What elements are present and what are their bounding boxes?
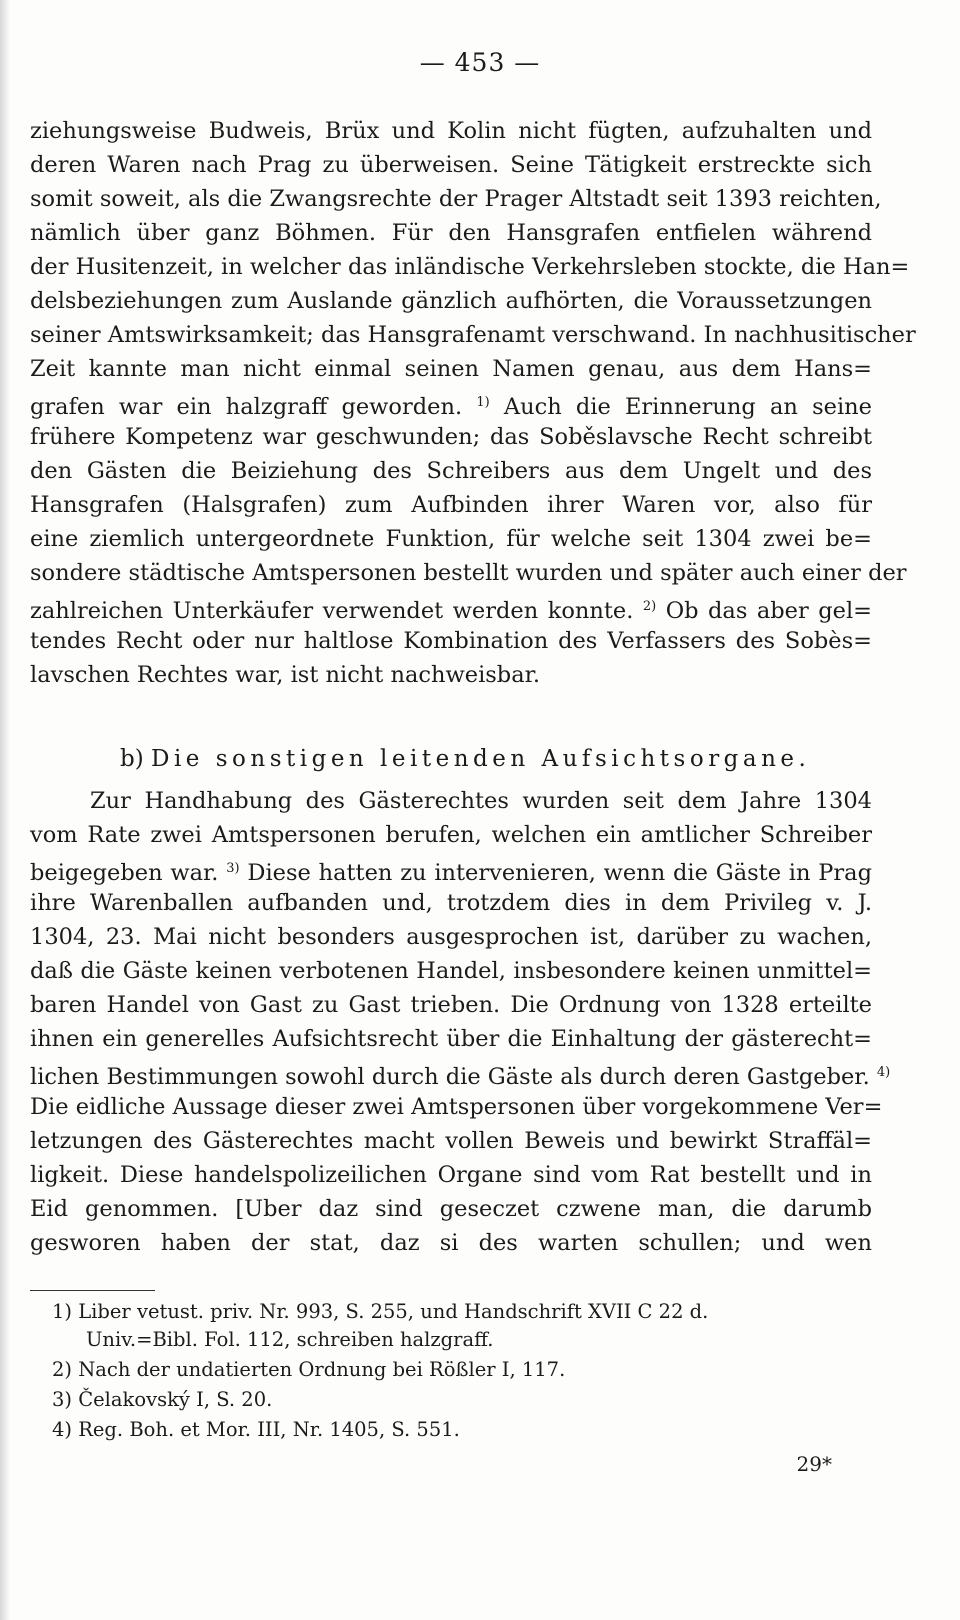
section-heading [120,742,810,776]
body-line [30,590,872,628]
page-edge-shadow [0,0,10,1620]
body-line: seiner Amtswirksamkeit; das Hansgrafenamt verschwand. In nachhusitischer [30,322,916,348]
footnote: 4) Reg. Boh. et Mor. III, Nr. 1405, S. 551. [52,1418,460,1441]
body-text: Ob das aber gel= [665,598,872,624]
body-line: somit soweit, als die Zwangsrechte der Prager Altstadt seit 1393 reichten, [30,186,882,212]
section-label: b) [120,746,144,772]
footnote-reference: 1) [476,395,490,410]
section-line: letzungen des Gästerechtes macht vollen Beweis und bewirkt Straffäl= [30,1128,872,1154]
section-line: baren Handel von Gast zu Gast trieben. Die Ordnung von 1328 erteilte [30,992,872,1018]
body-line: frühere Kompetenz war geschwunden; das Soběslavsche Recht schreibt [30,424,872,450]
body-line: nämlich über ganz Böhmen. Für den Hansgrafen entfielen während [30,220,872,246]
section-line: ihnen ein generelles Aufsichtsrecht über die Einhaltung der gästerecht= [30,1026,872,1052]
footnote: 3) Čelakovský I, S. 20. [52,1388,273,1411]
body-text: lichen Bestimmungen sowohl durch die Gäste als durch deren Gastgeber. [30,1064,870,1090]
section-line: ligkeit. Diese handelspolizeilichen Organe sind vom Rat bestellt und in [30,1162,872,1188]
footnote-reference: 4) [876,1065,891,1080]
body-text: beigegeben war. [30,860,219,886]
body-line: Zeit kannte man nicht einmal seinen Namen genau, aus dem Hans= [30,356,872,382]
section-line [30,1056,891,1094]
page-number: — 453 — [419,48,541,77]
section-line: ihre Warenballen aufbanden und, trotzdem dies in dem Privileg v. J. [30,890,872,916]
body-line [30,386,872,424]
footnote-continuation: Univ.=Bibl. Fol. 112, schreiben halzgraff. [86,1328,494,1351]
section-line: gesworen haben der stat, daz si des warten schullen; und wen [30,1230,872,1256]
section-line: vom Rate zwei Amtspersonen berufen, welchen ein amtlicher Schreiber [30,822,872,848]
body-line: Hansgrafen (Halsgrafen) zum Aufbinden ihrer Waren vor, also für [30,492,872,518]
body-text: Diese hatten zu intervenieren, wenn die Gäste in Prag [247,860,872,886]
footnote-reference: 3) [226,861,240,876]
footnote-reference: 2) [642,599,657,614]
body-text: Auch die Erinnerung an seine [503,394,872,420]
footnote: 2) Nach der undatierten Ordnung bei Rößler I, 117. [52,1358,566,1381]
section-line: Die eidliche Aussage dieser zwei Amtspersonen über vorgekommene Ver= [30,1094,883,1120]
footnote: 1) Liber vetust. priv. Nr. 993, S. 255, und Handschrift XVII C 22 d. [52,1300,709,1323]
body-line: eine ziemlich untergeordnete Funktion, für welche seit 1304 zwei be= [30,526,872,552]
section-line: daß die Gäste keinen verbotenen Handel, insbesondere keinen unmittel= [30,958,872,984]
body-line: delsbeziehungen zum Auslande gänzlich aufhörten, die Voraussetzungen [30,288,872,314]
body-line: deren Waren nach Prag zu überweisen. Seine Tätigkeit erstreckte sich [30,152,872,178]
body-line: der Husitenzeit, in welcher das inländische Verkehrsleben stockte, die Han= [30,254,910,280]
section-line: Eid genommen. [Uber daz sind geseczet czwene man, die darumb [30,1196,872,1222]
body-text: grafen war ein halzgraff geworden. [30,394,463,420]
footnote-divider [30,1290,155,1291]
section-title: Die sonstigen leitenden Aufsichtsorgane. [151,746,811,772]
body-line: tendes Recht oder nur haltlose Kombination des Verfassers des Sobès= [30,628,872,654]
body-line: sondere städtische Amtspersonen bestellt wurden und später auch einer der [30,560,907,586]
body-line: lavschen Rechtes war, ist nicht nachweisbar. [30,662,541,688]
body-line: ziehungsweise Budweis, Brüx und Kolin nicht fügten, aufzuhalten und [30,118,872,144]
section-line [30,852,872,890]
section-line: Zur Handhabung des Gästerechtes wurden seit dem Jahre 1304 [90,788,872,814]
printer-signature-mark: 29* [796,1452,832,1476]
body-text: zahlreichen Unterkäufer verwendet werden konnte. [30,598,634,624]
section-line: 1304, 23. Mai nicht besonders ausgesprochen ist, darüber zu wachen, [30,924,872,950]
body-line: den Gästen die Beiziehung des Schreibers aus dem Ungelt und des [30,458,872,484]
